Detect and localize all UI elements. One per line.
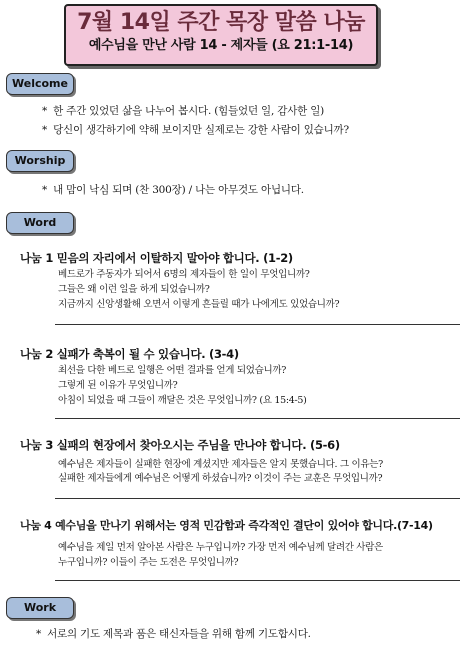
question: 실패한 제자들에게 예수님은 어떻게 하셨습니까? 이것이 주는 교훈은 무엇입니까? <box>58 473 383 484</box>
question: 그렇게 된 이유가 무엇입니까? <box>58 380 178 391</box>
bullet-icon: * <box>42 124 48 136</box>
question: 아침이 되었을 때 그들이 깨달은 것은 무엇입니까? (요 15:4-5) <box>58 395 307 406</box>
answer-line <box>55 324 460 325</box>
worship-item: * 내 맘이 낙심 되며 (찬 300장) / 나는 아무것도 아닙니다. <box>42 184 304 196</box>
sharing-heading-4: 나눔 4 예수님을 만나기 위해서는 영적 민감함과 즉각적인 결단이 있어야 합니다.(7-14) <box>20 519 433 532</box>
title-banner <box>64 4 378 66</box>
question: 최선을 다한 베드로 일행은 어떤 결과를 얻게 되었습니까? <box>58 365 287 376</box>
question: 예수님은 제자들이 실패한 현장에 계셨지만 제자들은 알지 못했습니다. 그 이유는? <box>58 459 383 470</box>
sharing-heading-3: 나눔 3 실패의 현장에서 찾아오시는 주님을 만나야 합니다. (5-6) <box>20 438 340 452</box>
section-header-worship: Worship <box>6 150 74 172</box>
bullet-icon: * <box>42 184 48 196</box>
sharing-heading-2: 나눔 2 실패가 축복이 될 수 있습니다. (3-4) <box>20 347 239 361</box>
welcome-item: * 한 주간 있었던 삶을 나누어 봅시다. (힘들었던 일, 감사한 일) <box>42 105 325 117</box>
page-title: 7월 14일 주간 목장 말씀 나눔 <box>77 10 365 35</box>
work-item: * 서로의 기도 제목과 품은 태신자들을 위해 함께 기도합시다. <box>36 628 311 640</box>
question: 지금까지 신앙생활해 오면서 이렇게 흔들릴 때가 나에게도 있었습니까? <box>58 299 340 310</box>
section-header-work: Work <box>6 597 74 619</box>
bullet-icon: * <box>36 628 42 640</box>
sharing-heading-1: 나눔 1 믿음의 자리에서 이탈하지 말아야 합니다. (1-2) <box>20 251 293 265</box>
section-header-word: Word <box>6 212 74 234</box>
page-subtitle: 예수님을 만난 사람 14 - 제자들 (요 21:1-14) <box>88 38 354 53</box>
question: 그들은 왜 이런 일을 하게 되었습니까? <box>58 284 210 295</box>
question: 베드로가 주동자가 되어서 6명의 제자들이 한 일이 무엇입니까? <box>58 269 310 280</box>
welcome-item: * 당신이 생각하기에 약해 보이지만 실제로는 강한 사람이 있습니까? <box>42 124 349 136</box>
question: 예수님을 제일 먼저 알아본 사람은 누구입니까? 가장 먼저 예수님께 달려간 사람은 <box>58 542 383 553</box>
answer-line <box>55 580 460 581</box>
answer-line <box>55 418 460 419</box>
section-header-welcome: Welcome <box>6 73 74 95</box>
bullet-icon: * <box>42 105 48 117</box>
answer-line <box>55 498 460 499</box>
question: 누구입니까? 이들이 주는 도전은 무엇입니까? <box>58 557 239 568</box>
